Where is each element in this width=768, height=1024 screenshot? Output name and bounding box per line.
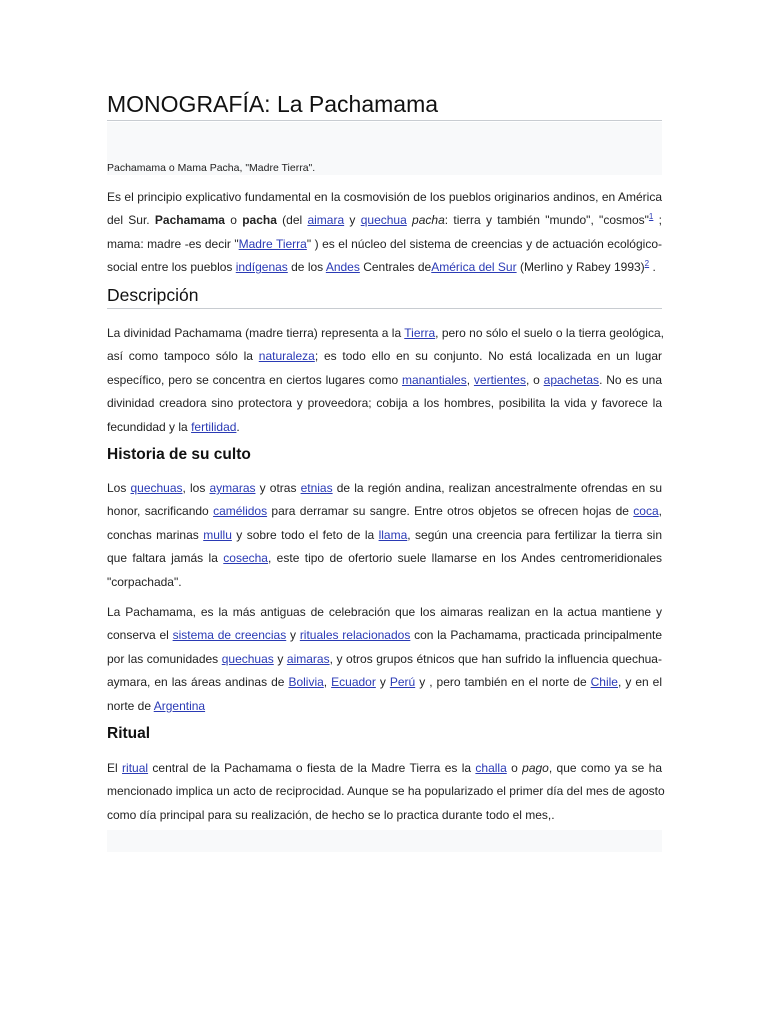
text: Los (107, 481, 131, 495)
text: central de la Pachamama o fiesta de la Madre Tierra es la (148, 761, 476, 775)
link-aimara[interactable]: aimara (307, 213, 345, 228)
link-naturaleza[interactable]: naturaleza (258, 349, 315, 364)
link-aymaras[interactable]: aymaras (209, 481, 256, 495)
link-apachetas[interactable]: apachetas (543, 372, 600, 387)
link-andes[interactable]: Andes (325, 260, 360, 275)
text: , y en el (617, 675, 663, 690)
text: Centrales de (359, 260, 432, 275)
text: o (224, 213, 243, 228)
link-argentina[interactable]: Argentina (153, 698, 206, 713)
text: para derramar su sangre. Entre otros objetos se ofrecen hojas de (267, 504, 634, 519)
text: y otras (255, 481, 301, 495)
ritual-line-3: como día principal para su realización, de hecho se lo practica durante todo el mes,. (107, 807, 555, 822)
link-bolivia[interactable]: Bolivia (288, 675, 324, 690)
text: aymara, en las áreas andinas de (107, 675, 289, 690)
historia-paragraph-2 (107, 601, 662, 718)
text: , según una creencia para fertilizar la tierra sin (407, 527, 663, 542)
link-ritual[interactable]: ritual (122, 761, 149, 775)
section-divider (107, 308, 662, 309)
historia-p2-line-4 (107, 671, 662, 694)
text: (Merlino y Rabey 1993) (516, 260, 645, 275)
descripcion-line-4: divinidad creadora sino protectora y proveedora; cobija a los hombres, posibilita la vida y favorece la (107, 396, 662, 411)
ritual-paragraph (107, 757, 665, 827)
italic-term: pacha (412, 213, 445, 228)
historia-paragraph-1 (107, 477, 662, 594)
footnote-1[interactable]: 1 (648, 212, 654, 222)
descripcion-line-2 (107, 345, 662, 368)
section-heading-historia: Historia de su culto (107, 446, 251, 463)
intro-line-1: Es el principio explicativo fundamental en la cosmovisión de los pueblos originarios andinos, en América (107, 190, 662, 204)
link-fertilidad[interactable]: fertilidad (191, 419, 237, 434)
historia-p2-line-3 (107, 648, 662, 671)
text: y (273, 651, 287, 666)
text: , o (525, 372, 544, 387)
link-rituales-relacionados[interactable]: rituales relacionados (299, 628, 411, 643)
text: conserva el (107, 628, 173, 643)
text: y (344, 213, 361, 228)
historia-p1-line-2 (107, 500, 662, 523)
text: El (107, 761, 123, 775)
text: , (323, 675, 332, 690)
historia-p2-line-2 (107, 624, 662, 647)
link-aimaras[interactable]: aimaras (286, 651, 330, 666)
link-quechua[interactable]: quechua (360, 213, 407, 228)
page-title: MONOGRAFÍA: La Pachamama (107, 91, 439, 117)
descripcion-line-1 (107, 322, 662, 345)
bold-term: pacha (242, 213, 277, 228)
text: de los (287, 260, 326, 275)
link-chile[interactable]: Chile (590, 675, 618, 690)
text: norte de (107, 698, 154, 713)
text: honor, sacrificando (107, 504, 214, 519)
text: , pero no sólo el suelo o la tierra geológica, (435, 326, 664, 340)
link-america-del-sur[interactable]: América del Sur (431, 260, 517, 275)
link-vertientes[interactable]: vertientes (473, 372, 526, 387)
text: que faltara jamás la (107, 551, 224, 566)
historia-p2-line-1: La Pachamama, es la más antiguas de celebración que los aimaras realizan en la actua mantiene y (107, 605, 662, 619)
text: , que como ya se ha (548, 761, 662, 775)
text: " ) es el núcleo del sistema de creencias y de actuación ecológico- (306, 236, 662, 251)
link-llama[interactable]: llama (378, 527, 408, 542)
historia-p1-line-3 (107, 524, 662, 547)
link-tierra[interactable]: Tierra (404, 326, 436, 340)
bold-term: Pachamama (154, 213, 225, 228)
link-manantiales[interactable]: manantiales (402, 372, 467, 387)
intro-line-3 (107, 233, 662, 256)
text: . (649, 260, 656, 275)
ritual-line-1 (107, 757, 662, 780)
descripcion-line-5 (107, 416, 662, 439)
text: por las comunidades (107, 651, 222, 666)
text: ; es todo ello en su conjunto. No está localizada en un lugar (314, 349, 663, 364)
text: con la Pachamama, practicada principalmente (410, 628, 663, 643)
text: y (286, 628, 300, 643)
text: , y otros grupos étnicos que han sufrido la influencia quechua- (329, 651, 662, 666)
text: , este tipo de ofertorio suele llamarse en los Andes centromeridionales (267, 551, 663, 566)
text: así como tampoco sólo la (107, 349, 259, 364)
link-madre-tierra[interactable]: Madre Tierra (238, 236, 307, 251)
historia-p2-line-5 (107, 695, 662, 718)
text: fecundidad y la (107, 419, 192, 434)
bottom-info-box (107, 830, 662, 852)
link-camelidos[interactable]: camélidos (213, 504, 268, 519)
link-cosecha[interactable]: cosecha (223, 551, 268, 566)
text: específico, pero se concentra en ciertos lugares como (107, 372, 402, 387)
section-heading-descripcion: Descripción (107, 285, 199, 305)
ritual-line-2: mencionado implica un acto de reciprocidad. Aunque se ha popularizado el primer día del mes de agosto (107, 784, 665, 799)
footnote-2[interactable]: 2 (644, 259, 650, 269)
intro-paragraph (107, 186, 662, 280)
intro-line-4 (107, 256, 662, 279)
title-divider (107, 120, 662, 121)
link-indigenas[interactable]: indígenas (235, 260, 288, 275)
link-quechuas[interactable]: quechuas (221, 651, 274, 666)
intro-line-2 (107, 209, 662, 232)
text: ; (653, 213, 662, 228)
text: (del (276, 213, 308, 228)
text: . (236, 419, 240, 434)
link-quechuas[interactable]: quechuas (130, 481, 183, 495)
text: y , pero también en el norte de (415, 675, 591, 690)
text: del Sur. (107, 213, 155, 228)
text: y sobre todo el feto de la (231, 527, 379, 542)
text: y (375, 675, 390, 690)
text: , (466, 372, 474, 387)
descripcion-paragraph (107, 322, 662, 439)
text: . No es una (599, 372, 662, 387)
link-challa[interactable]: challa (475, 761, 507, 775)
link-peru[interactable]: Perú (389, 675, 416, 690)
text: social entre los pueblos (107, 260, 236, 275)
image-caption: Pachamama o Mama Pacha, "Madre Tierra". (107, 162, 316, 174)
historia-p1-line-5: "corpachada". (107, 574, 182, 589)
text: : tierra y también "mundo", "cosmos" (444, 213, 649, 228)
text: de la región andina, realizan ancestralmente ofrendas en su (332, 481, 662, 495)
text: La divinidad Pachamama (madre tierra) representa a la (107, 326, 405, 340)
text: o (506, 761, 523, 775)
text: conchas marinas (107, 527, 204, 542)
link-sistema-de-creencias[interactable]: sistema de creencias (172, 628, 287, 643)
text: mama: madre -es decir " (107, 236, 239, 251)
link-coca[interactable]: coca (633, 504, 659, 519)
text: , (658, 504, 662, 519)
descripcion-line-3 (107, 369, 662, 392)
section-heading-ritual: Ritual (107, 725, 151, 742)
historia-p1-line-1 (107, 477, 662, 500)
italic-term: pago (522, 761, 549, 775)
link-etnias[interactable]: etnias (300, 481, 333, 495)
historia-p1-line-4 (107, 547, 662, 570)
link-mullu[interactable]: mullu (203, 527, 232, 542)
text: , los (182, 481, 210, 495)
link-ecuador[interactable]: Ecuador (331, 675, 376, 690)
